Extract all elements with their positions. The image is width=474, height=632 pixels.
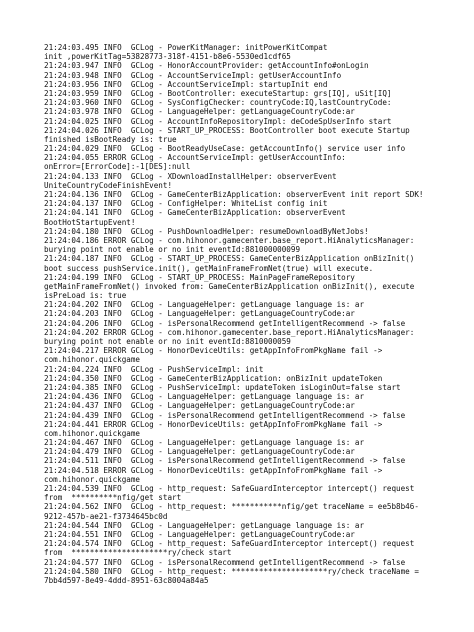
log-line: 21:24:04.026 INFO GCLog - START_UP_PROCESS: BootController boot execute Startup: [44, 125, 410, 135]
log-line: onError=[ErrorCode]:-1[DES]:null: [44, 162, 191, 172]
log-line: com.hihonor.quickgame: [44, 428, 141, 438]
log-line: 21:24:04.479 INFO GCLog - LanguageHelper: getLanguageCountryCode:ar: [44, 447, 355, 457]
log-line: finished isBootReady is: true: [44, 134, 177, 144]
log-line: 21:24:04.574 INFO GCLog - http_request: SafeGuardInterceptor intercept() request: [44, 539, 415, 549]
log-line: 21:24:04.577 INFO GCLog - isPersonalRecommend getIntelligentRecommend -> false: [44, 557, 406, 567]
log-line: 21:24:04.136 INFO GCLog - GameCenterBizApplication: observerEvent init report SDK!: [44, 190, 424, 199]
log-line: 21:24:03.495 INFO GCLog - PowerKitManager: initPowerKitCompat: [44, 43, 328, 52]
log-line: BootHotStartupEvent!: [44, 217, 136, 227]
log-line: 21:24:04.055 ERROR GCLog - AccountServiceImpl: getUserAccountInfo:: [44, 153, 346, 163]
log-line: 21:24:04.186 ERROR GCLog - com.hihonor.gamecenter.base_report.HiAnalyticsManager:: [44, 235, 415, 245]
log-line: 21:24:04.224 INFO GCLog - PushServiceImpl: init: [44, 364, 264, 374]
log-line: 21:24:04.385 INFO GCLog - PushServiceImpl: updateToken isLoginOut=false start: [44, 382, 401, 392]
log-line: 21:24:04.203 INFO GCLog - LanguageHelper: getLanguageCountryCode:ar: [44, 309, 355, 319]
log-line: 21:24:04.202 INFO GCLog - LanguageHelper: getLanguage language is: ar: [44, 300, 365, 310]
log-line: 21:24:04.441 ERROR GCLog - HonorDeviceUtils: getAppInfoFromPkgName fail ->: [44, 419, 383, 429]
log-line: 21:24:04.350 INFO GCLog - GameCenterBizApplication: onBizInit updateToken: [44, 373, 383, 383]
log-line: 21:24:04.544 INFO GCLog - LanguageHelper: getLanguage language is: ar: [44, 520, 365, 530]
log-line: 21:24:04.217 ERROR GCLog - HonorDeviceUtils: getAppInfoFromPkgName fail ->: [44, 346, 383, 356]
log-line: burying point not enable or no init eventId:881000000099: [44, 245, 301, 255]
log-line: 21:24:04.187 INFO GCLog - START_UP_PROCESS: GameCenterBizApplication onBizInit(): [44, 254, 415, 264]
log-line: 9212-457b-ae21-f3734645bc0d: [44, 511, 168, 521]
log-line: 7bb4d597-8e49-4ddd-8951-63c8004a84a5: [44, 575, 209, 585]
log-line: init ,powerKitTag=53828773-318f-4151-b8e6-5530ed1cdf65: [44, 52, 291, 62]
log-line: 21:24:04.518 ERROR GCLog - HonorDeviceUtils: getAppInfoFromPkgName fail ->: [44, 465, 383, 475]
log-line: getMainFrameFromNet() invoked from: GameCenterBizApplication onBizInit(), execute: [44, 281, 415, 291]
log-output: [44, 43, 468, 585]
log-line: 21:24:03.956 INFO GCLog - AccountServiceImpl: startupInit end: [44, 79, 328, 89]
log-line: 21:24:04.467 INFO GCLog - LanguageHelper: getLanguage language is: ar: [44, 438, 365, 448]
log-line: 21:24:03.978 INFO GCLog - LanguageHelper: getLanguageCountryCode:ar: [44, 107, 355, 117]
log-line: 21:24:04.439 INFO GCLog - isPersonalRecommend getIntelligentRecommend -> false: [44, 410, 406, 420]
log-line: 21:24:04.180 INFO GCLog - PushDownloadHelper: resumeDownloadByNetJobs!: [44, 226, 369, 236]
log-line: burying point not enable or no init eventId:8810000059: [44, 337, 291, 346]
log-line: isPreLoad is: true: [44, 291, 127, 301]
log-line: 21:24:03.959 INFO GCLog - BootController: executeStartup: grs[IQ], uSit[IQ]: [44, 88, 392, 98]
log-line: 21:24:04.199 INFO GCLog - START_UP_PROCESS: MainPageFrameRepository: [44, 272, 355, 282]
log-line: 21:24:04.436 INFO GCLog - LanguageHelper: getLanguage language is: ar: [44, 392, 365, 402]
log-line: 21:24:04.511 INFO GCLog - isPersonalRecommend getIntelligentRecommend -> false: [44, 456, 406, 466]
log-line: 21:24:04.437 INFO GCLog - LanguageHelper: getLanguageCountryCode:ar: [44, 401, 355, 411]
log-line: 21:24:04.025 INFO GCLog - AccountInfoRepositoryImpl: deCodeSpUserInfo start: [44, 116, 392, 126]
log-line: 21:24:04.202 ERROR GCLog - com.hihonor.gamecenter.base_report.HiAnalyticsManager:: [44, 327, 415, 337]
log-line: 21:24:04.141 INFO GCLog - GameCenterBizApplication: observerEvent: [44, 208, 346, 218]
log-line: boot success pushService.init(), getMainFrameFromNet(true) will execute.: [44, 263, 374, 273]
log-line: 21:24:04.133 INFO GCLog - XDownloadInstallHelper: observerEvent: [44, 171, 337, 181]
log-line: from **********nfig/get start: [44, 493, 182, 503]
log-line: from *********************ry/check start: [44, 548, 232, 558]
log-line: 21:24:04.562 INFO GCLog - http_request: ***********nfig/get traceName = ee5b8b46-: [44, 502, 419, 512]
log-line: com.hihonor.quickgame: [44, 355, 141, 365]
log-line: 21:24:04.029 INFO GCLog - BootReadyUseCase: getAccountInfo() service user info: [44, 144, 406, 154]
log-line: 21:24:04.539 INFO GCLog - http_request: SafeGuardInterceptor intercept() request: [44, 484, 415, 493]
log-line: 21:24:03.960 INFO GCLog - SysConfigChecker: countryCode:IQ,lastCountryCode:: [44, 98, 392, 108]
log-line: 21:24:04.551 INFO GCLog - LanguageHelper: getLanguageCountryCode:ar: [44, 529, 355, 539]
log-line: 21:24:03.947 INFO GCLog - HonorAccountProvider: getAccountInfo#onLogin: [44, 61, 369, 71]
log-line: UniteCountryCodeFinishEvent!: [44, 180, 173, 190]
log-line: 21:24:04.206 INFO GCLog - isPersonalRecommend getIntelligentRecommend -> false: [44, 318, 406, 328]
log-line: 21:24:04.580 INFO GCLog - http_request: *********************ry/check traceName =: [44, 566, 419, 576]
log-line: com.hihonor.quickgame: [44, 474, 141, 484]
log-line: 21:24:04.137 INFO GCLog - ConfigHelper: WhiteList config init: [44, 199, 328, 209]
log-line: 21:24:03.948 INFO GCLog - AccountServiceImpl: getUserAccountInfo: [44, 70, 342, 80]
